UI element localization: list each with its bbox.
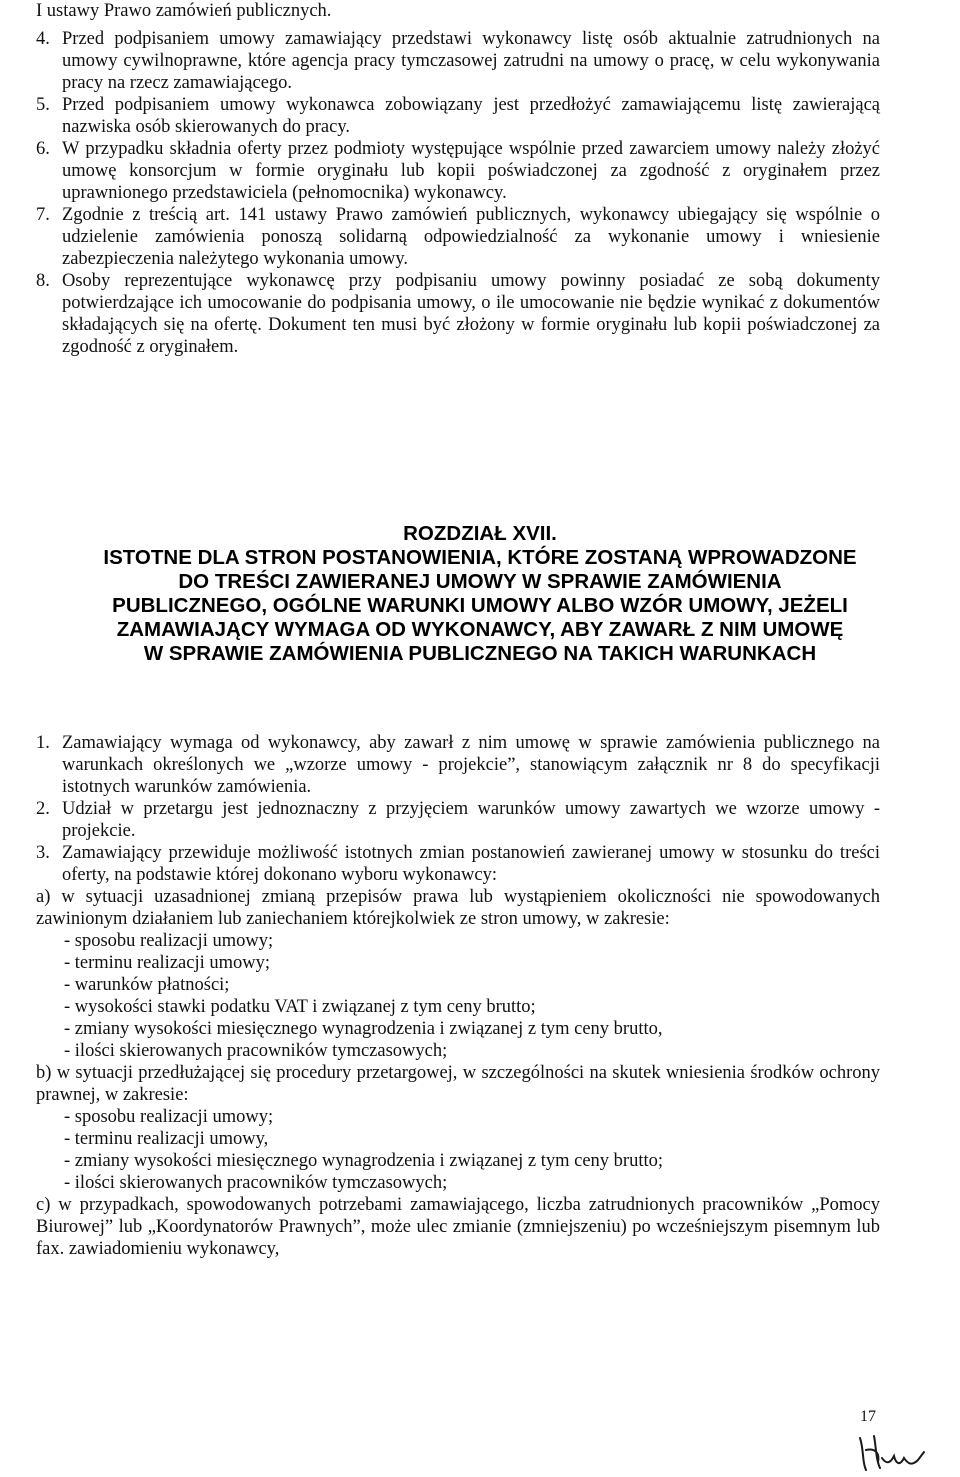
dash-item: - terminu realizacji umowy; [64,953,270,973]
item-text: Zgodnie z treścią art. 141 ustawy Prawo zamówień publicznych, wykonawcy ubiegający się wspólnie o udzielenie zamówienia ponoszą solidarną odpowiedzialność za wykonanie umowy i wniesienie zabezpieczenia należytego wykonania umowy. [62,205,880,269]
item-text: W przypadku składnia oferty przez podmioty występujące wspólnie przed zawarciem umowy należy złożyć umowę konsorcjum w formie oryginału lub kopii poświadczonej za zgodność z oryginałem przez uprawnionego przedstawiciela (pełnomocnika) wykonawcy. [62,139,880,203]
list-item [36,138,880,204]
dash-item: - terminu realizacji umowy, [64,1129,269,1149]
list-item [36,94,880,138]
item-number: 7. [36,205,50,225]
list-item [36,732,880,798]
list-item [36,204,880,270]
item-text: Przed podpisaniem umowy wykonawca zobowiązany jest przedłożyć zamawiającemu listę zawierającą nazwiska osób skierowanych do pracy. [62,95,880,137]
item-number: 5. [36,95,50,115]
item-number: 4. [36,29,50,49]
chapter-heading-line: ZAMAWIAJĄCY WYMAGA OD WYKONAWCY, ABY ZAWARŁ Z NIM UMOWĘ [116,618,844,641]
chapter-heading [0,522,960,666]
dash-item: - sposobu realizacji umowy; [64,931,274,951]
list-item [36,842,880,886]
item-text: Osoby reprezentujące wykonawcę przy podpisaniu umowy powinny posiadać ze sobą dokumenty potwierdzające ich umocowanie do podpisania umowy, o ile umocowanie nie będzie wynikać z dokumentów składających się na ofertę. Dokument ten musi być złożony w formie oryginału lub kopii poświadczonej za zgodność z oryginałem. [62,271,880,357]
chapter-heading-line: PUBLICZNEGO, OGÓLNE WARUNKI UMOWY ALBO WZÓR UMOWY, JEŻELI [112,594,848,617]
signature-stroke [860,1436,924,1470]
list-item [36,798,880,842]
subpoint-c: c) w przypadkach, spowodowanych potrzebami zamawiającego, liczba zatrudnionych pracowników „Pomocy Biurowej” lub „Koordynatorów Prawnych”, może ulec zmianie (zmniejszeniu) po wcześniejszym pisemnym lub fax. zawiadomieniu wykonawcy, [36,1195,880,1259]
item-text: Przed podpisaniem umowy zamawiający przedstawi wykonawcy listę osób aktualnie zatrudnionych na umowy cywilnoprawne, które agencja pracy tymczasowej zatrudni na umowy o pracę, w celu wykonywania pracy na rzecz zamawiającego. [62,29,880,93]
previous-item-fragment: I ustawy Prawo zamówień publicznych. [36,1,332,21]
lower-list [36,732,880,1260]
item-number: 3. [36,843,50,863]
chapter-heading-line: DO TREŚCI ZAWIERANEJ UMOWY W SPRAWIE ZAMÓWIENIA [178,570,782,593]
chapter-title: ROZDZIAŁ XVII. [403,522,557,545]
dash-item: - warunków płatności; [64,975,230,995]
page-number: 17 [860,1408,876,1425]
item-number: 2. [36,799,50,819]
item-number: 6. [36,139,50,159]
dash-item: - ilości skierowanych pracowników tymczasowych; [64,1173,448,1193]
item-number: 8. [36,271,50,291]
chapter-heading-line: ISTOTNE DLA STRON POSTANOWIENIA, KTÓRE ZOSTANĄ WPROWADZONE [103,546,857,569]
subpoint-a: a) w sytuacji uzasadnionej zmianą przepisów prawa lub wystąpieniem okoliczności nie spowodowanych zawinionym działaniem lub zaniechaniem którejkolwiek ze stron umowy, w zakresie: [36,887,880,929]
dash-item: - zmiany wysokości miesięcznego wynagrodzenia i związanej z tym ceny brutto, [64,1019,663,1039]
list-item [36,270,880,358]
item-number: 1. [36,733,50,753]
dash-item: - sposobu realizacji umowy; [64,1107,274,1127]
chapter-heading-line: W SPRAWIE ZAMÓWIENIA PUBLICZNEGO NA TAKICH WARUNKACH [143,642,817,665]
item-text: Zamawiający przewiduje możliwość istotnych zmian postanowień zawieranej umowy w stosunku do treści oferty, na podstawie której dokonano wyboru wykonawcy: [62,843,880,885]
dash-item: - ilości skierowanych pracowników tymczasowych; [64,1041,448,1061]
item-text: Zamawiający wymaga od wykonawcy, aby zawarł z nim umowę w sprawie zamówienia publicznego na warunkach określonych we „wzorze umowy - projekcie”, stanowiącym załącznik nr 8 do specyfikacji istotnych warunków zamówienia. [62,733,880,797]
list-item [36,28,880,94]
upper-list [36,28,880,358]
handwritten-signature [852,1430,960,1474]
dash-item: - zmiany wysokości miesięcznego wynagrodzenia i związanej z tym ceny brutto; [64,1151,663,1171]
dash-item: - wysokości stawki podatku VAT i związanej z tym ceny brutto; [64,997,536,1017]
item-text: Udział w przetargu jest jednoznaczny z przyjęciem warunków umowy zawartych we wzorze umowy - projekcie. [62,799,880,841]
subpoint-b: b) w sytuacji przedłużającej się procedury przetargowej, w szczególności na skutek wniesienia środków ochrony prawnej, w zakresie: [36,1063,880,1105]
